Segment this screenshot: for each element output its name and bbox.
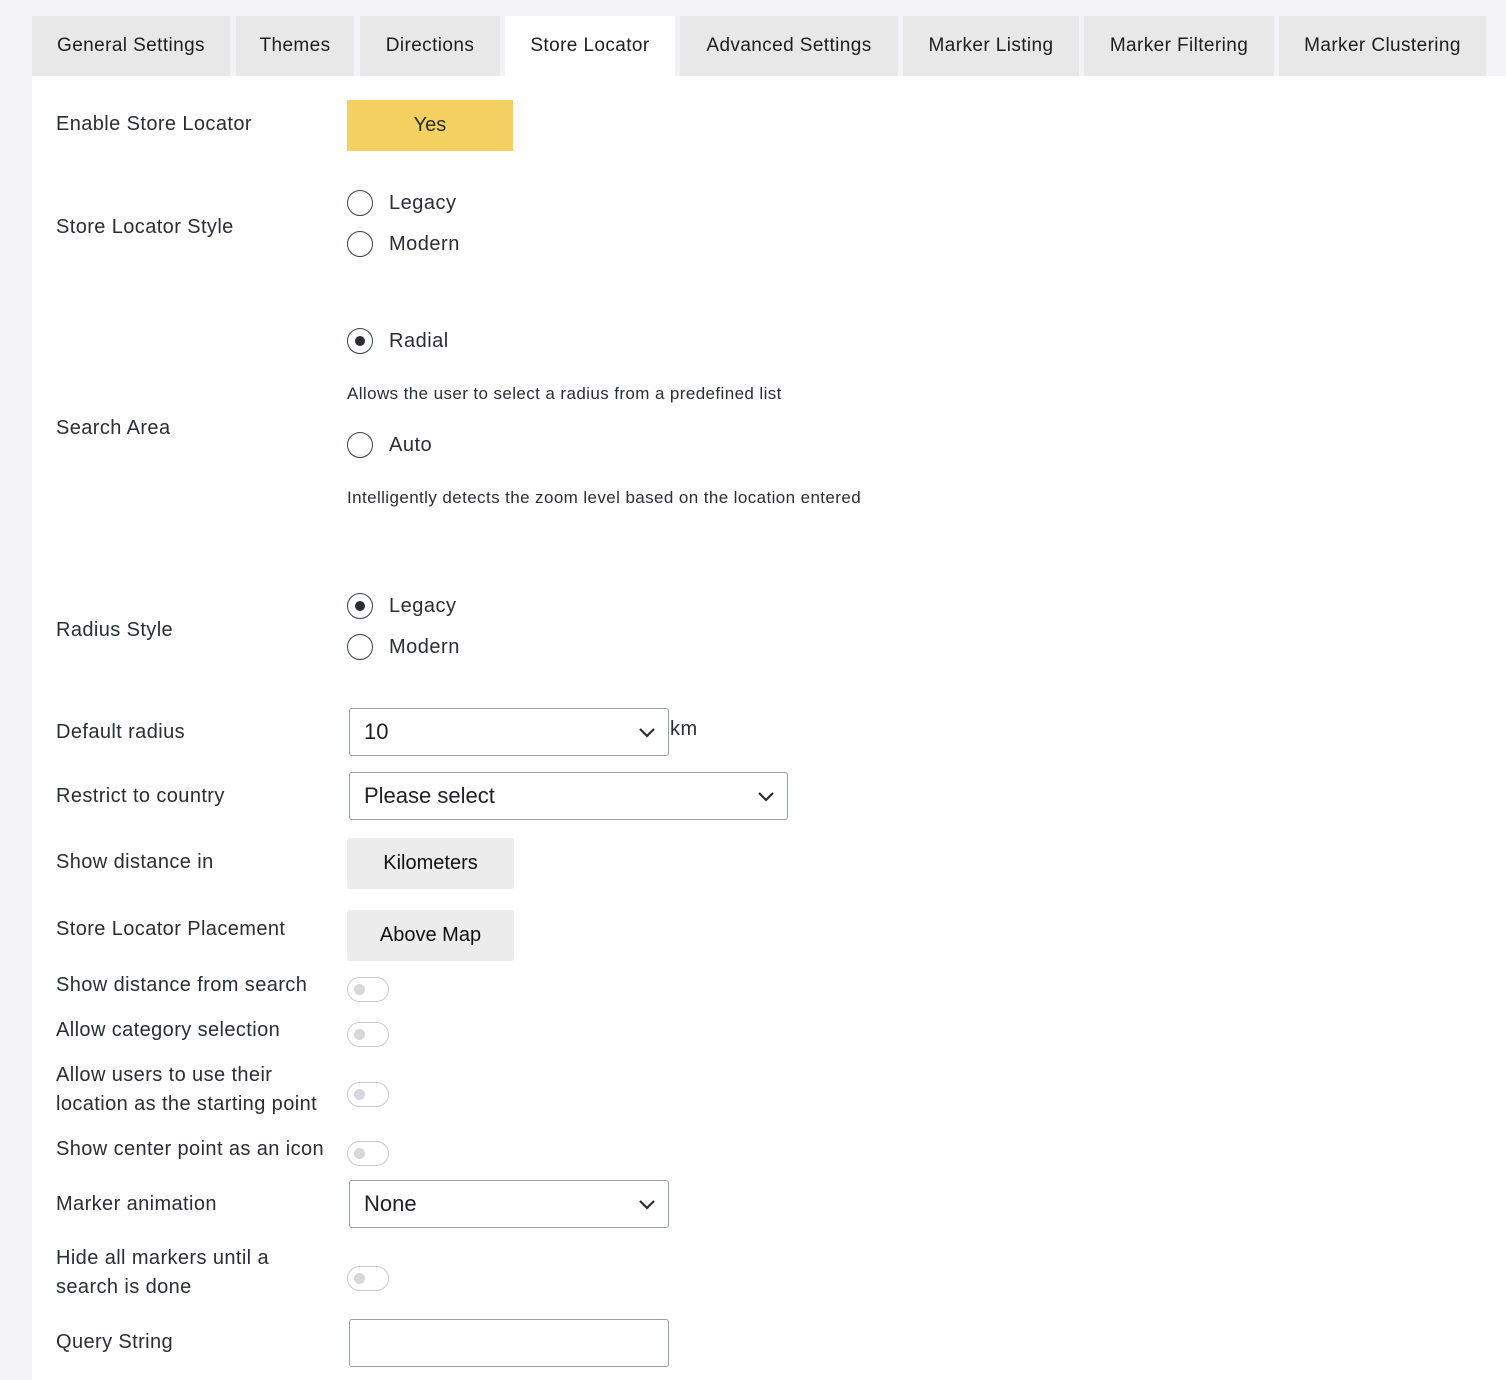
default-radius-select[interactable] — [349, 708, 669, 756]
tab-themes[interactable]: Themes — [236, 16, 354, 76]
search-area-option-radial[interactable] — [347, 326, 449, 356]
hide-markers-until-search-toggle[interactable] — [347, 1266, 389, 1291]
hide-markers-until-search-label: Hide all markers until a search is done — [56, 1247, 270, 1298]
default-radius-value: 10 — [364, 719, 389, 744]
store-locator-settings-panel — [32, 76, 1506, 1380]
radio-button[interactable] — [347, 190, 373, 216]
radio-button[interactable] — [347, 328, 373, 354]
tab-general-settings[interactable]: General Settings — [32, 16, 230, 76]
radio-label: Radial — [389, 329, 449, 352]
radio-label: Modern — [389, 635, 460, 658]
restrict-to-country-label: Restrict to country — [56, 785, 225, 807]
store-locator-placement-button[interactable]: Above Map — [347, 910, 514, 961]
restrict-to-country-value: Please select — [364, 783, 495, 808]
enable-store-locator-label: Enable Store Locator — [56, 113, 252, 135]
chevron-down-icon — [638, 725, 656, 739]
show-distance-in-label: Show distance in — [56, 851, 214, 873]
marker-animation-select[interactable] — [349, 1180, 669, 1228]
show-distance-from-search-toggle[interactable] — [347, 977, 389, 1002]
allow-category-selection-toggle[interactable] — [347, 1022, 389, 1047]
radio-button[interactable] — [347, 634, 373, 660]
store-locator-style-option-legacy[interactable] — [347, 188, 457, 218]
restrict-to-country-select[interactable] — [349, 772, 788, 820]
marker-animation-label: Marker animation — [56, 1193, 217, 1215]
radius-style-option-legacy[interactable] — [347, 591, 457, 621]
show-center-point-icon-label: Show center point as an icon — [56, 1138, 325, 1160]
search-area-radial-hint: Allows the user to select a radius from a predefined list — [347, 384, 782, 403]
radio-label: Auto — [389, 433, 433, 456]
tab-marker-clustering[interactable]: Marker Clustering — [1279, 16, 1486, 76]
allow-user-location-toggle[interactable] — [347, 1082, 389, 1107]
search-area-option-auto[interactable] — [347, 430, 432, 460]
store-locator-style-label: Store Locator Style — [56, 216, 234, 238]
tab-store-locator[interactable]: Store Locator — [505, 16, 675, 76]
tab-marker-filtering[interactable]: Marker Filtering — [1084, 16, 1274, 76]
show-distance-from-search-label: Show distance from search — [56, 974, 308, 996]
search-area-label: Search Area — [56, 417, 171, 439]
query-string-input[interactable] — [349, 1319, 669, 1367]
store-locator-style-option-modern[interactable] — [347, 229, 460, 259]
query-string-label: Query String — [56, 1331, 174, 1353]
tab-marker-listing[interactable]: Marker Listing — [903, 16, 1079, 76]
chevron-down-icon — [757, 789, 775, 803]
radio-button[interactable] — [347, 231, 373, 257]
tab-directions[interactable]: Directions — [360, 16, 500, 76]
radio-label: Legacy — [389, 594, 457, 617]
tab-advanced-settings[interactable]: Advanced Settings — [680, 16, 898, 76]
marker-animation-value: None — [364, 1191, 417, 1216]
show-distance-in-button[interactable]: Kilometers — [347, 838, 514, 889]
radio-button[interactable] — [347, 432, 373, 458]
settings-tab-bar — [32, 16, 1506, 76]
radius-style-option-modern[interactable] — [347, 632, 460, 662]
search-area-auto-hint: Intelligently detects the zoom level based on the location entered — [347, 488, 862, 507]
allow-user-location-label: Allow users to use their location as the starting point — [56, 1064, 318, 1115]
radio-label: Modern — [389, 232, 460, 255]
default-radius-label: Default radius — [56, 721, 185, 743]
radio-button[interactable] — [347, 593, 373, 619]
radio-label: Legacy — [389, 191, 457, 214]
store-locator-placement-label: Store Locator Placement — [56, 918, 286, 940]
allow-category-selection-label: Allow category selection — [56, 1019, 281, 1041]
chevron-down-icon — [638, 1197, 656, 1211]
default-radius-unit: km — [670, 718, 698, 740]
radius-style-label: Radius Style — [56, 619, 174, 641]
show-center-point-icon-toggle[interactable] — [347, 1141, 389, 1166]
enable-store-locator-toggle-button[interactable]: Yes — [347, 100, 513, 151]
